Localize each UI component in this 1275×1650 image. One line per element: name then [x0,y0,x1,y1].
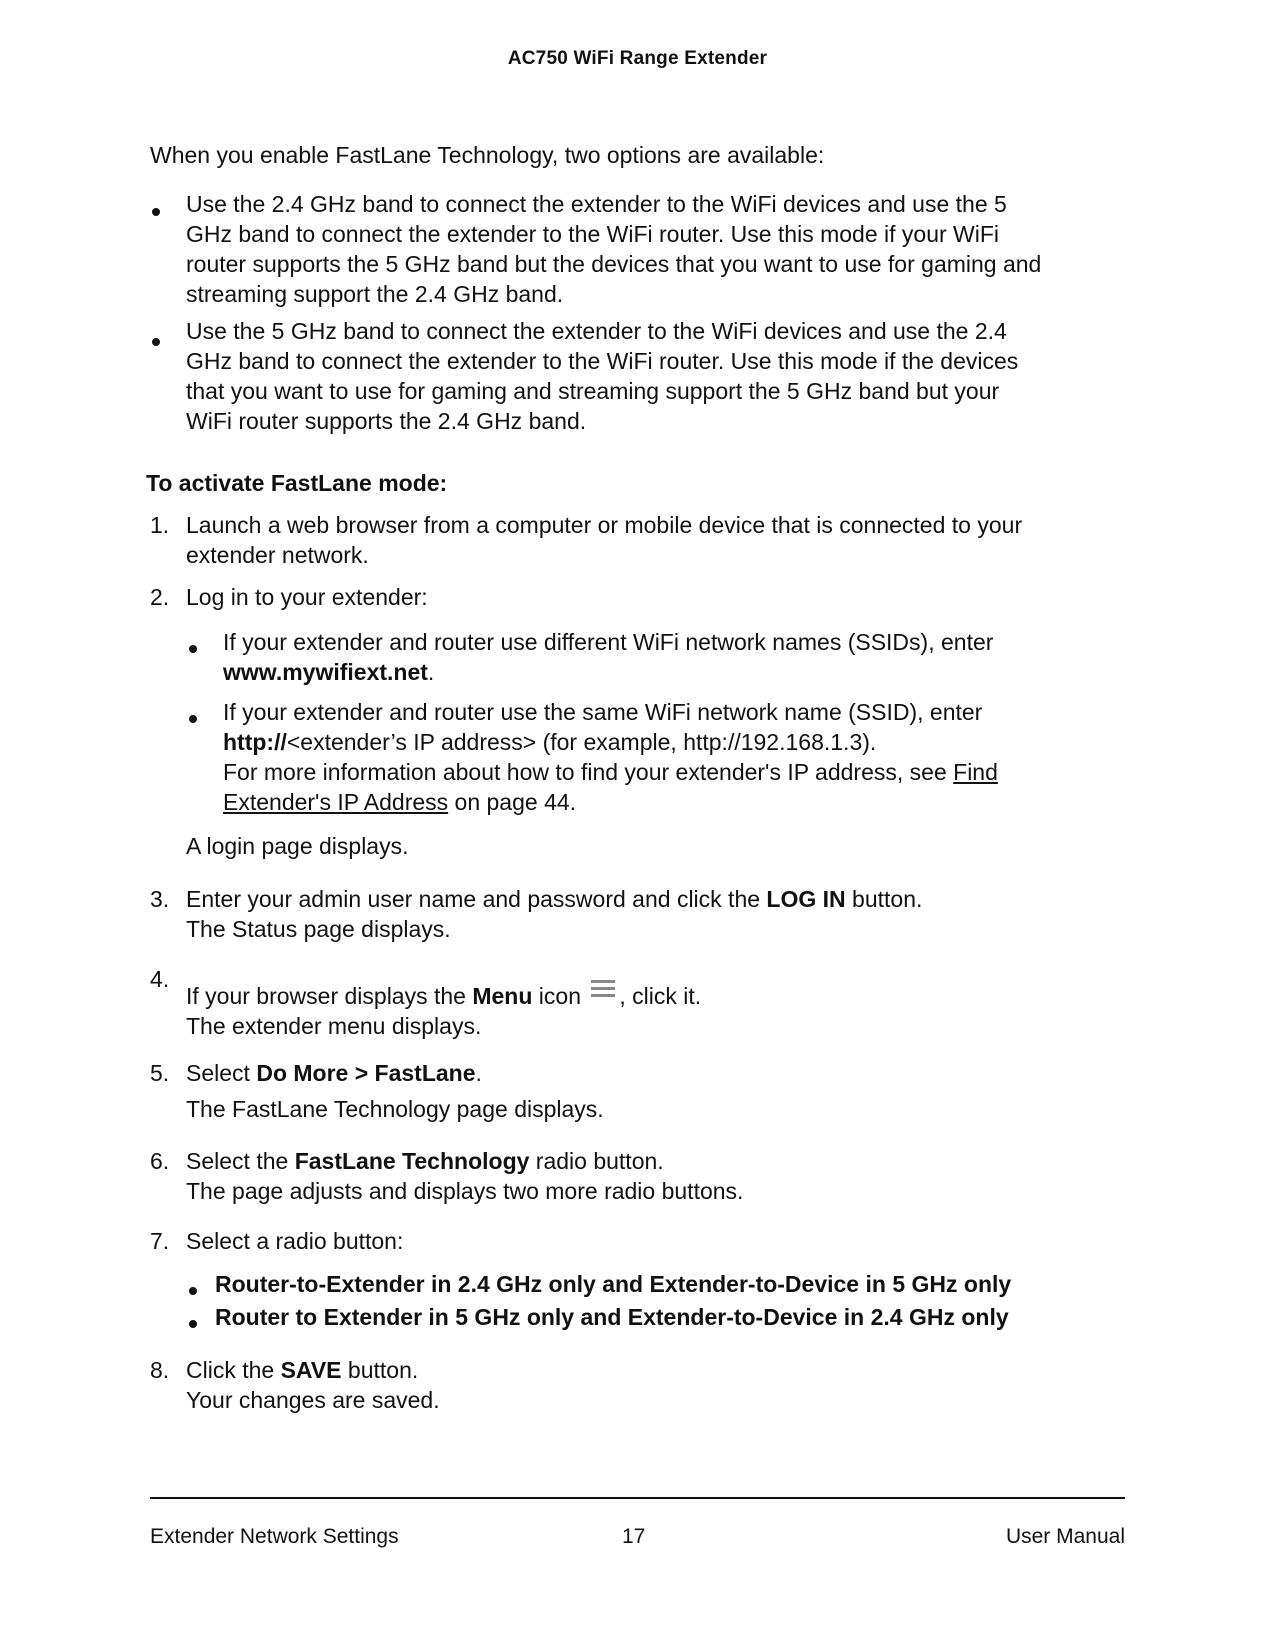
find-ip-link[interactable]: Find [953,759,998,785]
step-1-line: extender network. [186,542,369,568]
step-4-text [186,978,1126,1041]
step-number: 5. [150,1060,170,1086]
step-number: 4. [150,966,170,992]
step-text: Select [186,1060,257,1086]
bullet-icon [189,715,197,723]
ui-label: FastLane Technology [294,1148,530,1174]
ui-label: Do More > FastLane [256,1060,476,1086]
intro-paragraph: When you enable FastLane Technology, two options are available: [150,142,825,168]
footer-section: Extender Network Settings [150,1525,399,1548]
option-2-line: that you want to use for gaming and streaming support the 5 GHz band but your [186,378,1000,404]
step-2-bullet-2 [223,697,998,817]
option-1 [186,189,1041,309]
step-2-bullet-1 [223,627,993,687]
step-text: Click the [186,1357,281,1383]
option-2 [186,316,1018,436]
step-text: button. [845,886,923,912]
page-number: 17 [622,1525,646,1548]
bullet-icon [152,338,160,346]
bullet-text: <extender’s IP address> (for example, http://192.168.1.3). [286,729,877,755]
step-number: 2. [150,584,170,610]
step-text: button. [341,1357,419,1383]
option-2-line: GHz band to connect the extender to the WiFi router. Use this mode if the devices [186,348,1019,374]
step-1-text [186,510,1126,570]
step-5-text [186,1058,1126,1124]
step-text: icon [532,983,581,1009]
step-8-text [186,1355,1126,1415]
bullet-icon [189,1287,197,1295]
step-text: . [475,1060,482,1086]
url-prefix: http:// [223,729,287,755]
ui-label: SAVE [280,1357,342,1383]
step-number: 7. [150,1228,170,1254]
step-result: Your changes are saved. [186,1387,440,1413]
ui-label: Menu [472,983,533,1009]
hamburger-menu-icon [589,978,617,1000]
step-1-line: Launch a web browser from a computer or mobile device that is connected to your [186,512,1023,538]
step-2-result: A login page displays. [186,833,409,859]
url-text: www.mywifiext.net [223,659,428,685]
option-1-line: GHz band to connect the extender to the WiFi router. Use this mode if your WiFi [186,221,1000,247]
option-2-line: Use the 5 GHz band to connect the extender to the WiFi devices and use the 2.4 [186,318,1007,344]
radio-option-1: Router-to-Extender in 2.4 GHz only and Extender-to-Device in 5 GHz only [215,1271,1012,1297]
bullet-text: If your extender and router use different WiFi network names (SSIDs), enter [223,629,994,655]
step-number: 1. [150,512,170,538]
step-result: The Status page displays. [186,916,451,942]
punctuation: . [427,659,435,685]
step-text: , click it. [619,983,702,1009]
running-header: AC750 WiFi Range Extender [507,48,768,69]
bullet-text: For more information about how to find your extender's IP address, see [223,759,954,785]
option-1-line: router supports the 5 GHz band but the devices that you want to use for gaming and [186,251,1042,277]
bullet-icon [152,208,160,216]
step-number: 3. [150,886,170,912]
option-2-line: WiFi router supports the 2.4 GHz band. [186,408,587,434]
step-text: Enter your admin user name and password and click the [186,886,767,912]
find-ip-link[interactable]: Extender's IP Address [223,789,449,815]
step-text: radio button. [529,1148,664,1174]
step-result: The page adjusts and displays two more radio buttons. [186,1178,744,1204]
step-7-text: Select a radio button: [186,1228,404,1254]
bullet-text: If your extender and router use the same WiFi network name (SSID), enter [223,699,983,725]
footer-doc-type: User Manual [1005,1525,1125,1548]
step-text: If your browser displays the [186,983,473,1009]
option-1-line: Use the 2.4 GHz band to connect the extender to the WiFi devices and use the 5 [186,191,1007,217]
step-number: 6. [150,1148,170,1174]
step-2-text: Log in to your extender: [186,584,428,610]
bullet-icon [189,1320,197,1328]
radio-option-2: Router to Extender in 5 GHz only and Extender-to-Device in 2.4 GHz only [215,1304,1009,1330]
bullet-icon [189,645,197,653]
step-number: 8. [150,1357,170,1383]
step-6-text [186,1146,1126,1206]
ui-label: LOG IN [766,886,846,912]
option-1-line: streaming support the 2.4 GHz band. [186,281,564,307]
step-result: The extender menu displays. [186,1013,482,1039]
step-result: The FastLane Technology page displays. [186,1096,604,1122]
procedure-heading: To activate FastLane mode: [146,470,448,496]
bullet-text: on page 44. [448,789,577,815]
step-3-text [186,884,1126,944]
step-text: Select the [186,1148,295,1174]
footer-divider [150,1497,1125,1499]
